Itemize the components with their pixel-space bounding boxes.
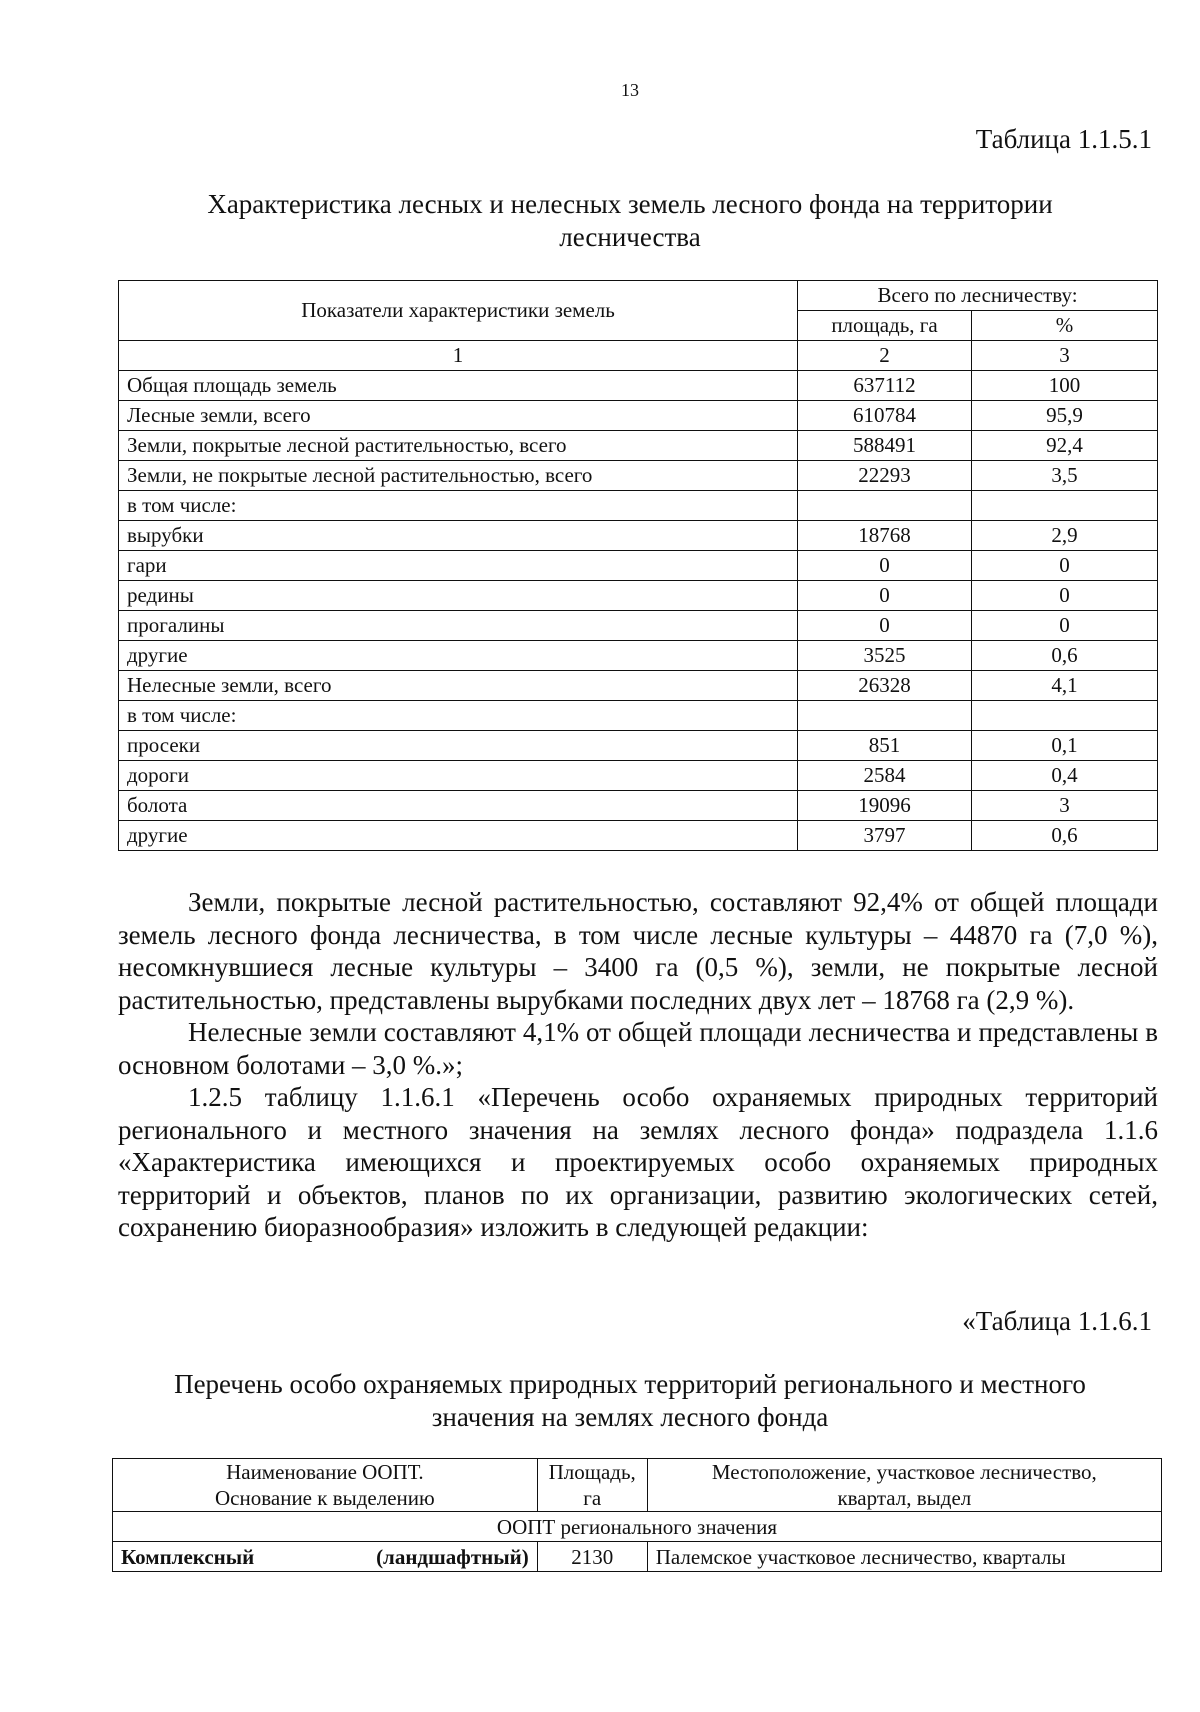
row-percent: 2,9: [971, 521, 1157, 551]
table-row: [119, 371, 1158, 401]
row-name: Нелесные земли, всего: [119, 671, 798, 701]
header-location-line: Местоположение, участковое лесничество,: [711, 1460, 1097, 1484]
header-total: Всего по лесничеству:: [798, 281, 1158, 311]
row-area: 0: [798, 551, 972, 581]
row-name: Земли, не покрытые лесной растительностью, всего: [119, 461, 798, 491]
header-location: [647, 1459, 1161, 1512]
body-text: [118, 886, 1158, 1244]
table-row: [119, 821, 1158, 851]
row-percent: 0: [971, 551, 1157, 581]
row-name: другие: [119, 641, 798, 671]
row-name: в том числе:: [119, 491, 798, 521]
column-number: 2: [798, 341, 972, 371]
row-percent: 0,4: [971, 761, 1157, 791]
column-number: 1: [119, 341, 798, 371]
row-name: редины: [119, 581, 798, 611]
page-number: 13: [621, 80, 639, 100]
header-area-line: Площадь,: [548, 1460, 636, 1484]
oopt-area: 2130: [537, 1542, 647, 1572]
table-row: [119, 581, 1158, 611]
header-area: [537, 1459, 647, 1512]
table-row: [119, 551, 1158, 581]
table-row: [119, 701, 1158, 731]
table-title-line: Характеристика лесных и нелесных земель лесного фонда на территории: [207, 189, 1053, 219]
row-name: в том числе:: [119, 701, 798, 731]
paragraph: 1.2.5 таблицу 1.1.6.1 «Перечень особо охраняемых природных территорий регионального и местного значения на землях лесного фонда» подраздела 1.1.6 «Характеристика имеющихся и проектируемых особо охраняемых природных территорий и объектов, планов по их организации, развитию экологических сетей, сохранению биоразнообразия» изложить в следующей редакции:: [118, 1082, 1158, 1242]
row-area: 0: [798, 581, 972, 611]
protected-areas-table: [112, 1458, 1162, 1572]
oopt-name-word: Комплексный: [121, 1544, 255, 1569]
table-row: [119, 491, 1158, 521]
table-title-line: значения на землях лесного фонда: [431, 1402, 829, 1432]
table-row: [119, 731, 1158, 761]
header-area-line: га: [583, 1486, 602, 1510]
table-header-row: [119, 281, 1158, 311]
table-row: [119, 761, 1158, 791]
oopt-location: Палемское участковое лесничество, кварталы: [647, 1542, 1161, 1572]
table-caption: Таблица 1.1.5.1: [975, 124, 1152, 154]
table-row: [119, 791, 1158, 821]
row-percent: 0,6: [971, 641, 1157, 671]
table-header-row: [113, 1459, 1162, 1512]
row-name: Лесные земли, всего: [119, 401, 798, 431]
table-row: [119, 641, 1158, 671]
column-number: 3: [971, 341, 1157, 371]
table-title: [130, 1368, 1130, 1434]
table-row: [119, 671, 1158, 701]
table-row: [119, 401, 1158, 431]
row-percent: [971, 491, 1157, 521]
row-percent: 0: [971, 581, 1157, 611]
table-row: [119, 461, 1158, 491]
row-area: 3797: [798, 821, 972, 851]
row-name: просеки: [119, 731, 798, 761]
paragraph: Нелесные земли составляют 4,1% от общей площади лесничества и представлены в основном болотами – 3,0 %.»;: [118, 1017, 1158, 1080]
header-location-line: квартал, выдел: [837, 1486, 972, 1510]
header-name-line: Основание к выделению: [215, 1486, 435, 1510]
row-name: Общая площадь земель: [119, 371, 798, 401]
table-row: [113, 1542, 1162, 1572]
table-row: [119, 611, 1158, 641]
header-percent: %: [971, 311, 1157, 341]
table-body: [119, 371, 1158, 851]
table-row: [119, 521, 1158, 551]
oopt-name: [113, 1542, 538, 1572]
row-name: другие: [119, 821, 798, 851]
row-area: 26328: [798, 671, 972, 701]
land-characteristics-table: [118, 280, 1158, 851]
row-name: Земли, покрытые лесной растительностью, всего: [119, 431, 798, 461]
section-row: [113, 1512, 1162, 1542]
row-area: 19096: [798, 791, 972, 821]
row-area: 851: [798, 731, 972, 761]
row-area: 3525: [798, 641, 972, 671]
row-percent: 0: [971, 611, 1157, 641]
table-title-line: Перечень особо охраняемых природных территорий регионального и местного: [174, 1369, 1086, 1399]
row-area: 588491: [798, 431, 972, 461]
row-area: [798, 491, 972, 521]
table-caption: «Таблица 1.1.6.1: [962, 1306, 1152, 1336]
oopt-name-word: (ландшафтный): [376, 1544, 529, 1569]
row-area: [798, 701, 972, 731]
row-percent: 3: [971, 791, 1157, 821]
row-area: 2584: [798, 761, 972, 791]
row-area: 0: [798, 611, 972, 641]
header-indicator: Показатели характеристики земель: [119, 281, 798, 341]
row-area: 610784: [798, 401, 972, 431]
header-name-line: Наименование ООПТ.: [226, 1460, 424, 1484]
row-percent: 92,4: [971, 431, 1157, 461]
row-percent: 0,6: [971, 821, 1157, 851]
row-name: гари: [119, 551, 798, 581]
row-percent: 3,5: [971, 461, 1157, 491]
row-percent: [971, 701, 1157, 731]
table-title-line: лесничества: [559, 222, 701, 252]
row-percent: 100: [971, 371, 1157, 401]
table-title: [130, 188, 1130, 254]
section-regional: ООПТ регионального значения: [113, 1512, 1162, 1542]
row-name: дороги: [119, 761, 798, 791]
header-name: [113, 1459, 538, 1512]
column-number-row: [119, 341, 1158, 371]
row-name: вырубки: [119, 521, 798, 551]
row-area: 22293: [798, 461, 972, 491]
row-percent: 4,1: [971, 671, 1157, 701]
row-area: 637112: [798, 371, 972, 401]
row-percent: 0,1: [971, 731, 1157, 761]
row-area: 18768: [798, 521, 972, 551]
table-row: [119, 431, 1158, 461]
row-name: прогалины: [119, 611, 798, 641]
row-percent: 95,9: [971, 401, 1157, 431]
header-area: площадь, га: [798, 311, 972, 341]
row-name: болота: [119, 791, 798, 821]
paragraph: Земли, покрытые лесной растительностью, составляют 92,4% от общей площади земель лесного фонда лесничества, в том числе лесные культуры – 44870 га (7,0 %), несомкнувшиеся лесные культуры – 3400 га (0,5 %), земли, не покрытые лесной растительностью, представлены вырубками последних двух лет – 18768 га (2,9 %).: [118, 887, 1158, 1015]
